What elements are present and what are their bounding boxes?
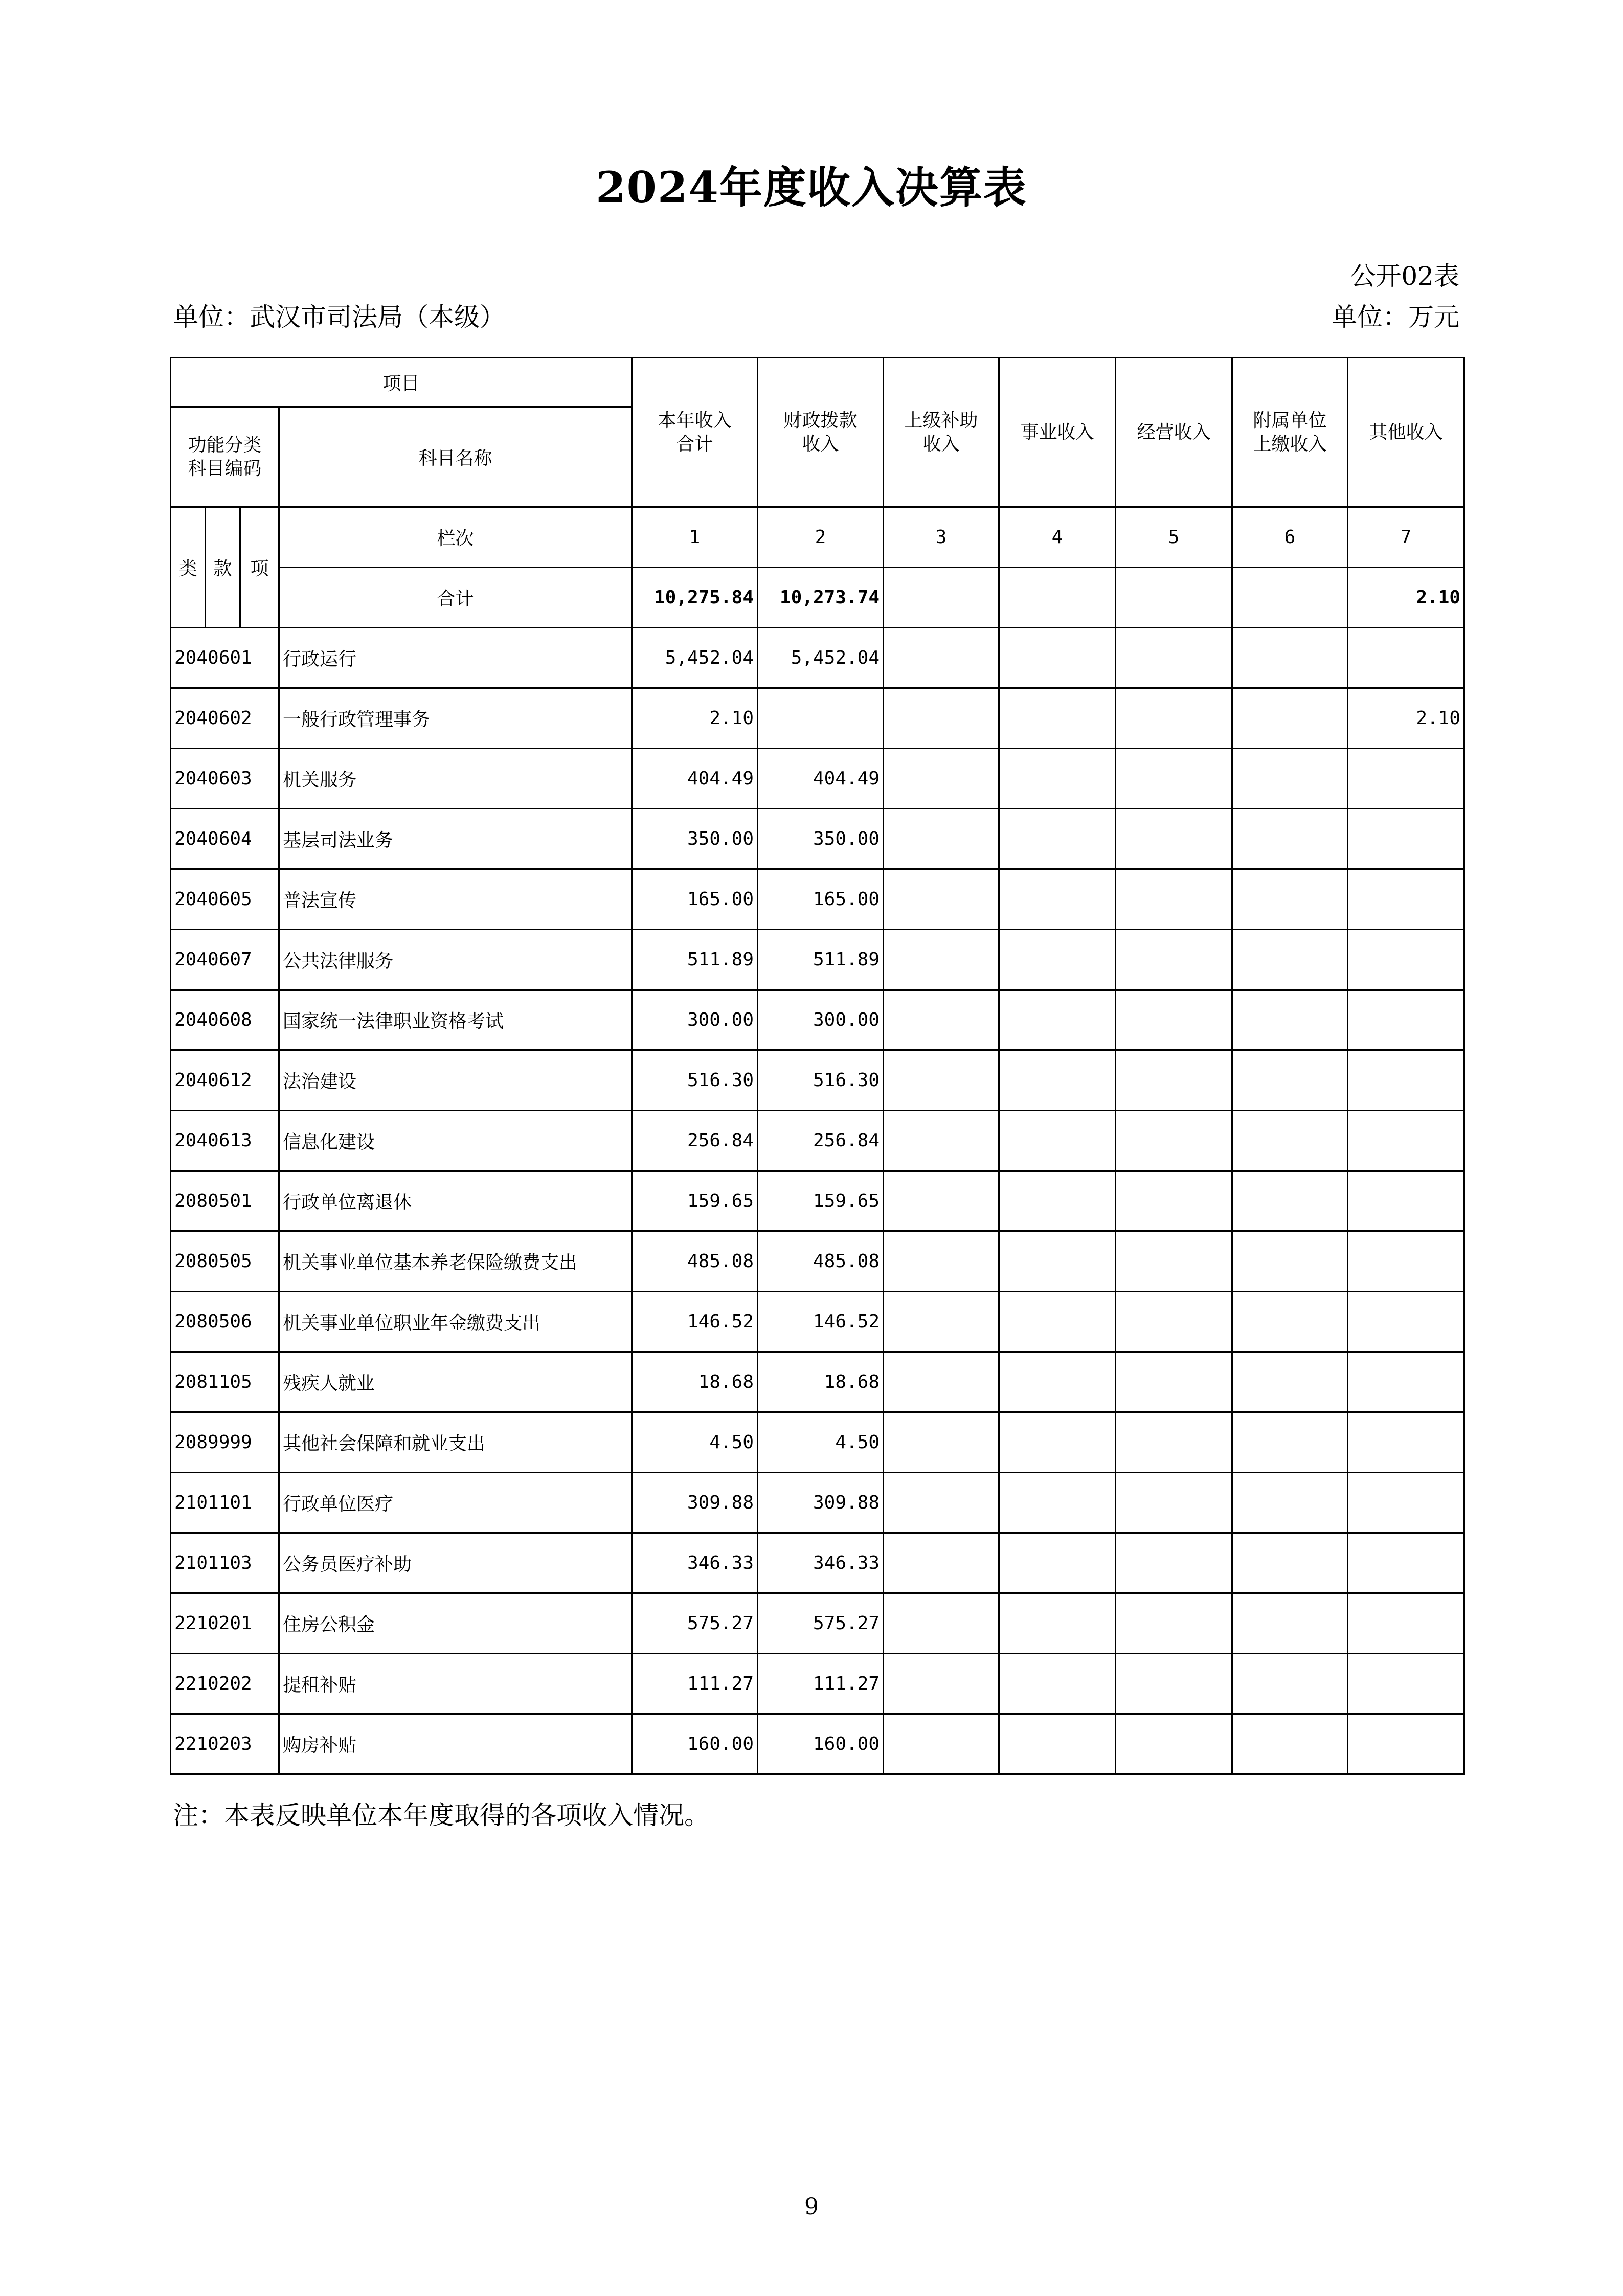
- row-fiscal: 485.08: [758, 1231, 884, 1292]
- row-total: 159.65: [632, 1171, 758, 1231]
- row-fiscal: 146.52: [758, 1292, 884, 1352]
- row-superior: [884, 809, 999, 869]
- row-other: [1348, 1231, 1464, 1292]
- row-operating: [1116, 688, 1232, 749]
- row-code: 2040607: [171, 930, 279, 990]
- row-operating: [1116, 1473, 1232, 1533]
- row-affiliated: [1232, 1412, 1348, 1473]
- row-total: 309.88: [632, 1473, 758, 1533]
- row-affiliated: [1232, 1714, 1348, 1774]
- row-fiscal: 111.27: [758, 1654, 884, 1714]
- row-total: 165.00: [632, 869, 758, 930]
- row-operating: [1116, 1111, 1232, 1171]
- row-code: 2040603: [171, 749, 279, 809]
- row-fiscal: 511.89: [758, 930, 884, 990]
- row-other: [1348, 869, 1464, 930]
- page-title: 2024年度收入决算表: [596, 162, 1027, 213]
- row-total: 2.10: [632, 688, 758, 749]
- row-other: [1348, 1050, 1464, 1111]
- col-num-6: 6: [1232, 507, 1348, 568]
- row-superior: [884, 1412, 999, 1473]
- row-superior: [884, 628, 999, 688]
- row-superior: [884, 1111, 999, 1171]
- row-operating: [1116, 1292, 1232, 1352]
- row-superior: [884, 1231, 999, 1292]
- row-total: 5,452.04: [632, 628, 758, 688]
- row-total: 511.89: [632, 930, 758, 990]
- row-fiscal: 160.00: [758, 1714, 884, 1774]
- totals-other: 2.10: [1348, 568, 1464, 628]
- row-total: 346.33: [632, 1533, 758, 1593]
- income-table: [170, 357, 1465, 1775]
- row-code: 2210202: [171, 1654, 279, 1714]
- row-subject-name: 一般行政管理事务: [279, 688, 632, 749]
- table-row: [171, 1593, 1464, 1654]
- table-note: 注：本表反映单位本年度取得的各项收入情况。: [173, 1800, 710, 1830]
- row-total: 485.08: [632, 1231, 758, 1292]
- row-subject-name: 行政单位医疗: [279, 1473, 632, 1533]
- row-code: 2101101: [171, 1473, 279, 1533]
- table-row: [171, 1231, 1464, 1292]
- row-total: 300.00: [632, 990, 758, 1050]
- totals-affiliated: [1232, 568, 1348, 628]
- row-business: [999, 749, 1116, 809]
- row-business: [999, 930, 1116, 990]
- row-superior: [884, 749, 999, 809]
- row-business: [999, 1352, 1116, 1412]
- row-code: 2081105: [171, 1352, 279, 1412]
- row-superior: [884, 1050, 999, 1111]
- table-row: [171, 930, 1464, 990]
- row-business: [999, 869, 1116, 930]
- row-affiliated: [1232, 809, 1348, 869]
- row-operating: [1116, 749, 1232, 809]
- row-total: 256.84: [632, 1111, 758, 1171]
- row-operating: [1116, 1050, 1232, 1111]
- totals-superior: [884, 568, 999, 628]
- unit-currency: 单位：万元: [1332, 302, 1459, 332]
- row-fiscal: 18.68: [758, 1352, 884, 1412]
- row-subject-name: 公务员医疗补助: [279, 1533, 632, 1593]
- header-lanci: 栏次: [279, 507, 632, 568]
- row-subject-name: 基层司法业务: [279, 809, 632, 869]
- row-other: [1348, 628, 1464, 688]
- row-business: [999, 1593, 1116, 1654]
- row-operating: [1116, 1593, 1232, 1654]
- totals-label: 合计: [279, 568, 632, 628]
- row-operating: [1116, 869, 1232, 930]
- header-affiliated: 附属单位 上缴收入: [1232, 358, 1348, 507]
- table-row: [171, 1473, 1464, 1533]
- row-fiscal: 159.65: [758, 1171, 884, 1231]
- row-fiscal: 516.30: [758, 1050, 884, 1111]
- row-affiliated: [1232, 1231, 1348, 1292]
- header-business: 事业收入: [999, 358, 1116, 507]
- row-superior: [884, 688, 999, 749]
- row-subject-name: 机关服务: [279, 749, 632, 809]
- totals-total: 10,275.84: [632, 568, 758, 628]
- row-other: [1348, 930, 1464, 990]
- col-num-3: 3: [884, 507, 999, 568]
- row-total: 18.68: [632, 1352, 758, 1412]
- row-business: [999, 1050, 1116, 1111]
- row-code: 2040604: [171, 809, 279, 869]
- row-business: [999, 990, 1116, 1050]
- table-row: [171, 1292, 1464, 1352]
- table-row: [171, 688, 1464, 749]
- row-affiliated: [1232, 688, 1348, 749]
- row-total: 146.52: [632, 1292, 758, 1352]
- row-other: [1348, 1292, 1464, 1352]
- table-row: [171, 1050, 1464, 1111]
- row-subject-name: 其他社会保障和就业支出: [279, 1412, 632, 1473]
- row-business: [999, 1412, 1116, 1473]
- row-fiscal: 256.84: [758, 1111, 884, 1171]
- row-business: [999, 1473, 1116, 1533]
- row-other: [1348, 749, 1464, 809]
- col-num-2: 2: [758, 507, 884, 568]
- row-business: [999, 1111, 1116, 1171]
- row-superior: [884, 1171, 999, 1231]
- header-kuan: 款: [206, 507, 240, 628]
- row-business: [999, 1714, 1116, 1774]
- row-code: 2210203: [171, 1714, 279, 1774]
- table-row: [171, 1352, 1464, 1412]
- row-affiliated: [1232, 930, 1348, 990]
- row-affiliated: [1232, 1050, 1348, 1111]
- row-other: [1348, 1714, 1464, 1774]
- row-subject-name: 机关事业单位基本养老保险缴费支出: [279, 1231, 632, 1292]
- row-code: 2080505: [171, 1231, 279, 1292]
- header-fiscal: 财政拨款 收入: [758, 358, 884, 507]
- row-business: [999, 809, 1116, 869]
- row-subject-name: 国家统一法律职业资格考试: [279, 990, 632, 1050]
- form-number: 公开02表: [1350, 261, 1459, 291]
- header-superior: 上级补助 收入: [884, 358, 999, 507]
- totals-fiscal: 10,273.74: [758, 568, 884, 628]
- row-other: [1348, 1412, 1464, 1473]
- row-affiliated: [1232, 1171, 1348, 1231]
- table-row: [171, 990, 1464, 1050]
- table-row: [171, 1714, 1464, 1774]
- row-affiliated: [1232, 1593, 1348, 1654]
- row-code: 2040602: [171, 688, 279, 749]
- row-code: 2080501: [171, 1171, 279, 1231]
- row-fiscal: 4.50: [758, 1412, 884, 1473]
- row-operating: [1116, 1654, 1232, 1714]
- row-total: 111.27: [632, 1654, 758, 1714]
- row-total: 4.50: [632, 1412, 758, 1473]
- row-other: [1348, 1171, 1464, 1231]
- row-total: 350.00: [632, 809, 758, 869]
- row-fiscal: 165.00: [758, 869, 884, 930]
- row-fiscal: 350.00: [758, 809, 884, 869]
- row-superior: [884, 1473, 999, 1533]
- header-func-code: 功能分类 科目编码: [171, 407, 279, 507]
- row-other: [1348, 1654, 1464, 1714]
- row-total: 160.00: [632, 1714, 758, 1774]
- row-operating: [1116, 930, 1232, 990]
- row-code: 2040613: [171, 1111, 279, 1171]
- row-subject-name: 信息化建设: [279, 1111, 632, 1171]
- row-subject-name: 残疾人就业: [279, 1352, 632, 1412]
- row-other: [1348, 1111, 1464, 1171]
- row-code: 2210201: [171, 1593, 279, 1654]
- totals-row: [171, 568, 1464, 628]
- row-other: [1348, 1473, 1464, 1533]
- row-affiliated: [1232, 1533, 1348, 1593]
- col-num-1: 1: [632, 507, 758, 568]
- row-total: 575.27: [632, 1593, 758, 1654]
- row-subject-name: 普法宣传: [279, 869, 632, 930]
- row-affiliated: [1232, 1352, 1348, 1412]
- row-subject-name: 法治建设: [279, 1050, 632, 1111]
- page-number: 9: [804, 2194, 819, 2220]
- row-code: 2101103: [171, 1533, 279, 1593]
- row-superior: [884, 1352, 999, 1412]
- table-row: [171, 1171, 1464, 1231]
- col-num-7: 7: [1348, 507, 1464, 568]
- table-row: [171, 1654, 1464, 1714]
- row-subject-name: 住房公积金: [279, 1593, 632, 1654]
- row-business: [999, 628, 1116, 688]
- totals-business: [999, 568, 1116, 628]
- header-other: 其他收入: [1348, 358, 1464, 507]
- row-fiscal: 300.00: [758, 990, 884, 1050]
- header-subject-name: 科目名称: [279, 407, 632, 507]
- row-code: 2040612: [171, 1050, 279, 1111]
- row-fiscal: 404.49: [758, 749, 884, 809]
- header-item: 项目: [171, 358, 632, 407]
- row-superior: [884, 1654, 999, 1714]
- row-operating: [1116, 1714, 1232, 1774]
- header-xiang: 项: [240, 507, 279, 628]
- row-other: [1348, 809, 1464, 869]
- row-fiscal: 309.88: [758, 1473, 884, 1533]
- totals-operating: [1116, 568, 1232, 628]
- row-affiliated: [1232, 1111, 1348, 1171]
- row-operating: [1116, 1171, 1232, 1231]
- row-operating: [1116, 1352, 1232, 1412]
- table-row: [171, 1533, 1464, 1593]
- unit-organization: 单位：武汉市司法局（本级）: [173, 302, 505, 332]
- row-affiliated: [1232, 990, 1348, 1050]
- row-business: [999, 688, 1116, 749]
- row-superior: [884, 990, 999, 1050]
- row-fiscal: 575.27: [758, 1593, 884, 1654]
- header-lei: 类: [171, 507, 206, 628]
- row-affiliated: [1232, 1473, 1348, 1533]
- row-superior: [884, 1292, 999, 1352]
- table-row: [171, 1412, 1464, 1473]
- row-operating: [1116, 1412, 1232, 1473]
- row-superior: [884, 1533, 999, 1593]
- row-other: [1348, 1533, 1464, 1593]
- row-other: 2.10: [1348, 688, 1464, 749]
- row-affiliated: [1232, 628, 1348, 688]
- row-affiliated: [1232, 749, 1348, 809]
- row-operating: [1116, 990, 1232, 1050]
- row-affiliated: [1232, 1292, 1348, 1352]
- row-code: 2040608: [171, 990, 279, 1050]
- row-operating: [1116, 1231, 1232, 1292]
- table-header: [171, 358, 1464, 628]
- row-superior: [884, 1593, 999, 1654]
- row-operating: [1116, 1533, 1232, 1593]
- row-business: [999, 1292, 1116, 1352]
- table-row: [171, 809, 1464, 869]
- row-superior: [884, 1714, 999, 1774]
- col-num-4: 4: [999, 507, 1116, 568]
- row-superior: [884, 930, 999, 990]
- col-num-5: 5: [1116, 507, 1232, 568]
- row-subject-name: 行政运行: [279, 628, 632, 688]
- table-row: [171, 749, 1464, 809]
- row-subject-name: 购房补贴: [279, 1714, 632, 1774]
- header-total: 本年收入 合计: [632, 358, 758, 507]
- row-total: 404.49: [632, 749, 758, 809]
- row-affiliated: [1232, 869, 1348, 930]
- row-code: 2040605: [171, 869, 279, 930]
- row-business: [999, 1171, 1116, 1231]
- row-subject-name: 公共法律服务: [279, 930, 632, 990]
- row-other: [1348, 1593, 1464, 1654]
- row-total: 516.30: [632, 1050, 758, 1111]
- table-row: [171, 869, 1464, 930]
- row-business: [999, 1654, 1116, 1714]
- row-fiscal: 346.33: [758, 1533, 884, 1593]
- row-subject-name: 行政单位离退休: [279, 1171, 632, 1231]
- row-affiliated: [1232, 1654, 1348, 1714]
- row-code: 2040601: [171, 628, 279, 688]
- row-code: 2089999: [171, 1412, 279, 1473]
- row-business: [999, 1533, 1116, 1593]
- table-body: [171, 628, 1464, 1774]
- header-operating: 经营收入: [1116, 358, 1232, 507]
- table-row: [171, 628, 1464, 688]
- row-superior: [884, 869, 999, 930]
- row-operating: [1116, 809, 1232, 869]
- row-subject-name: 提租补贴: [279, 1654, 632, 1714]
- row-other: [1348, 1352, 1464, 1412]
- row-operating: [1116, 628, 1232, 688]
- table-row: [171, 1111, 1464, 1171]
- row-business: [999, 1231, 1116, 1292]
- row-code: 2080506: [171, 1292, 279, 1352]
- row-other: [1348, 990, 1464, 1050]
- row-fiscal: 5,452.04: [758, 628, 884, 688]
- row-subject-name: 机关事业单位职业年金缴费支出: [279, 1292, 632, 1352]
- row-fiscal: [758, 688, 884, 749]
